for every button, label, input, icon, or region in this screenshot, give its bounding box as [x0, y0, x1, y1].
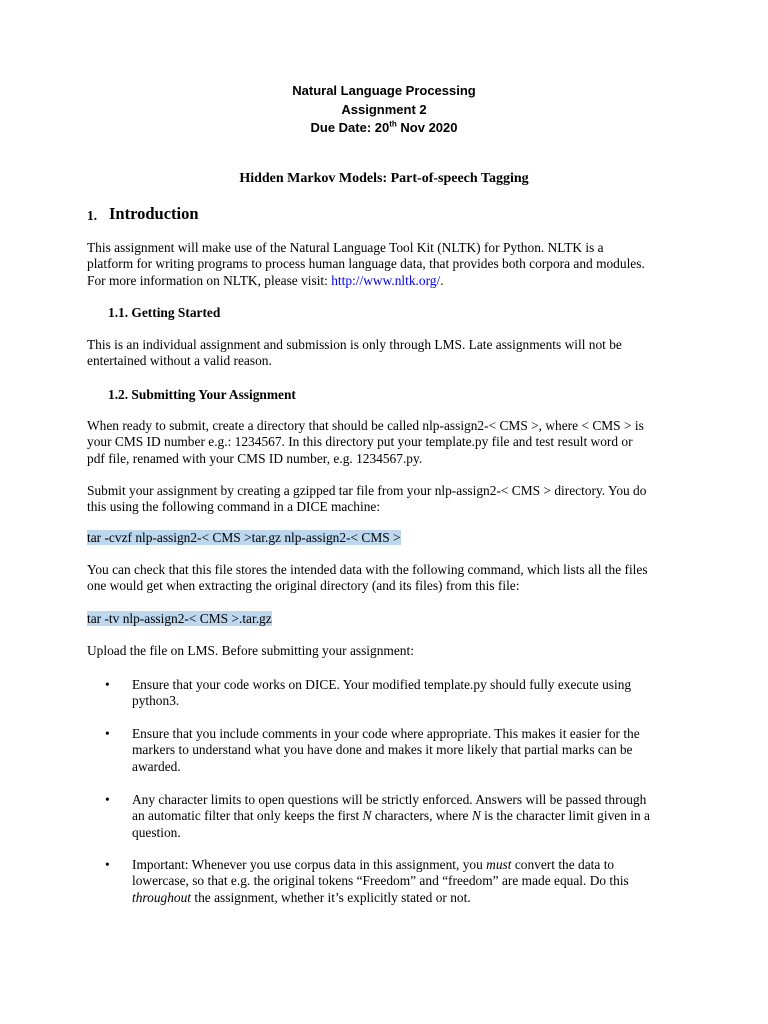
- due-date-prefix: Due Date: 20: [310, 120, 390, 135]
- paragraph-line: entertained without a valid reason.: [87, 353, 272, 369]
- due-date-superscript: th: [389, 119, 397, 129]
- paragraph-line: pdf file, renamed with your CMS ID number, e.g. 1234567.py.: [87, 450, 423, 466]
- subsection-heading-getting-started: 1.1. Getting Started: [108, 305, 221, 320]
- bullet-item: [132, 857, 687, 906]
- bullet-text: is the character limit given in a: [480, 808, 650, 824]
- command-text: tar -cvzf nlp-assign2-< CMS >tar.gz nlp-assign2-< CMS >: [87, 530, 401, 545]
- paragraph-line: one would get when extracting the original directory (and its files) from this file:: [87, 578, 520, 594]
- emphasis-throughout: throughout: [132, 889, 192, 905]
- bullet-line: lowercase, so that e.g. the original tokens “Freedom” and “freedom” are made equal. Do this: [132, 873, 629, 889]
- bullet-line: question.: [132, 824, 181, 840]
- variable-n: N: [471, 808, 481, 824]
- intro-text: .: [440, 272, 444, 288]
- subsection-heading-submitting: 1.2. Submitting Your Assignment: [108, 387, 296, 402]
- paragraph-line: your CMS ID number e.g.: 1234567. In this directory put your template.py file and test result word or: [87, 434, 633, 450]
- bullet-item: [132, 726, 687, 775]
- intro-text: For more information on NLTK, please visit:: [87, 272, 332, 288]
- bullet-line: python3.: [132, 693, 180, 709]
- bullet-text: Important: Whenever you use corpus data in this assignment, you: [132, 857, 487, 872]
- bullet-icon: •: [105, 857, 110, 872]
- bullet-item: [132, 677, 687, 710]
- bullet-line: Any character limits to open questions will be strictly enforced. Answers will be passed through: [132, 792, 647, 807]
- bullet-icon: •: [105, 726, 110, 741]
- submit-paragraph-4: Upload the file on LMS. Before submitting your assignment:: [87, 643, 414, 658]
- intro-paragraph: [87, 240, 687, 289]
- emphasis-must: must: [486, 857, 512, 872]
- command-tar-create: [87, 530, 687, 546]
- submit-paragraph-3: [87, 562, 687, 595]
- bullet-text: an automatic filter that only keeps the first: [132, 808, 363, 824]
- bullet-icon: •: [105, 792, 110, 807]
- nltk-link[interactable]: http://www.nltk.org/: [331, 272, 441, 288]
- bullet-line: [132, 808, 687, 824]
- bullet-icon: •: [105, 677, 110, 692]
- bullet-line: [132, 890, 687, 906]
- due-date-suffix: Nov 2020: [396, 120, 458, 135]
- bullet-line: [132, 857, 687, 873]
- document-title: Hidden Markov Models: Part-of-speech Tagging: [239, 171, 529, 186]
- submit-paragraph-1: [87, 418, 687, 467]
- paragraph-line: Submit your assignment by creating a gzipped tar file from your nlp-assign2-< CMS > directory. You do: [87, 483, 647, 498]
- bullet-item: [132, 792, 687, 841]
- intro-line: [87, 273, 687, 289]
- paragraph-line: this using the following command in a DICE machine:: [87, 499, 381, 515]
- section-heading: Introduction: [109, 204, 199, 223]
- bullet-line: Ensure that your code works on DICE. Your modified template.py should fully execute using: [132, 677, 632, 692]
- course-title: Natural Language Processing: [292, 83, 476, 98]
- bullet-text: characters, where: [371, 808, 472, 824]
- intro-line: platform for writing programs to process human language data, that provides both corpora and modules.: [87, 256, 645, 272]
- command-text: tar -tv nlp-assign2-< CMS >.tar.gz: [87, 611, 272, 626]
- assignment-number: Assignment 2: [341, 102, 427, 117]
- bullet-line: markers to understand what you have done and makes it more likely that partial marks can be: [132, 742, 633, 758]
- bullet-line: awarded.: [132, 758, 181, 774]
- submit-paragraph-2: [87, 483, 687, 516]
- command-tar-list: [87, 611, 687, 627]
- paragraph-line: You can check that this file stores the intended data with the following command, which lists all the files: [87, 562, 648, 577]
- paragraph-line: When ready to submit, create a directory that should be called nlp-assign2-< CMS >, where < CMS > is: [87, 418, 644, 433]
- bullet-text: convert the data to: [511, 857, 615, 872]
- paragraph-line: This is an individual assignment and submission is only through LMS. Late assignments will not be: [87, 337, 622, 352]
- section-number: 1.: [87, 208, 98, 223]
- variable-n: N: [362, 808, 372, 824]
- intro-line: This assignment will make use of the Natural Language Tool Kit (NLTK) for Python. NLTK is a: [87, 240, 604, 255]
- bullet-line: Ensure that you include comments in your code where appropriate. This makes it easier for the: [132, 726, 640, 741]
- bullet-text: the assignment, whether it’s explicitly stated or not.: [191, 889, 471, 905]
- due-date: [0, 120, 768, 135]
- getting-started-paragraph: [87, 337, 687, 370]
